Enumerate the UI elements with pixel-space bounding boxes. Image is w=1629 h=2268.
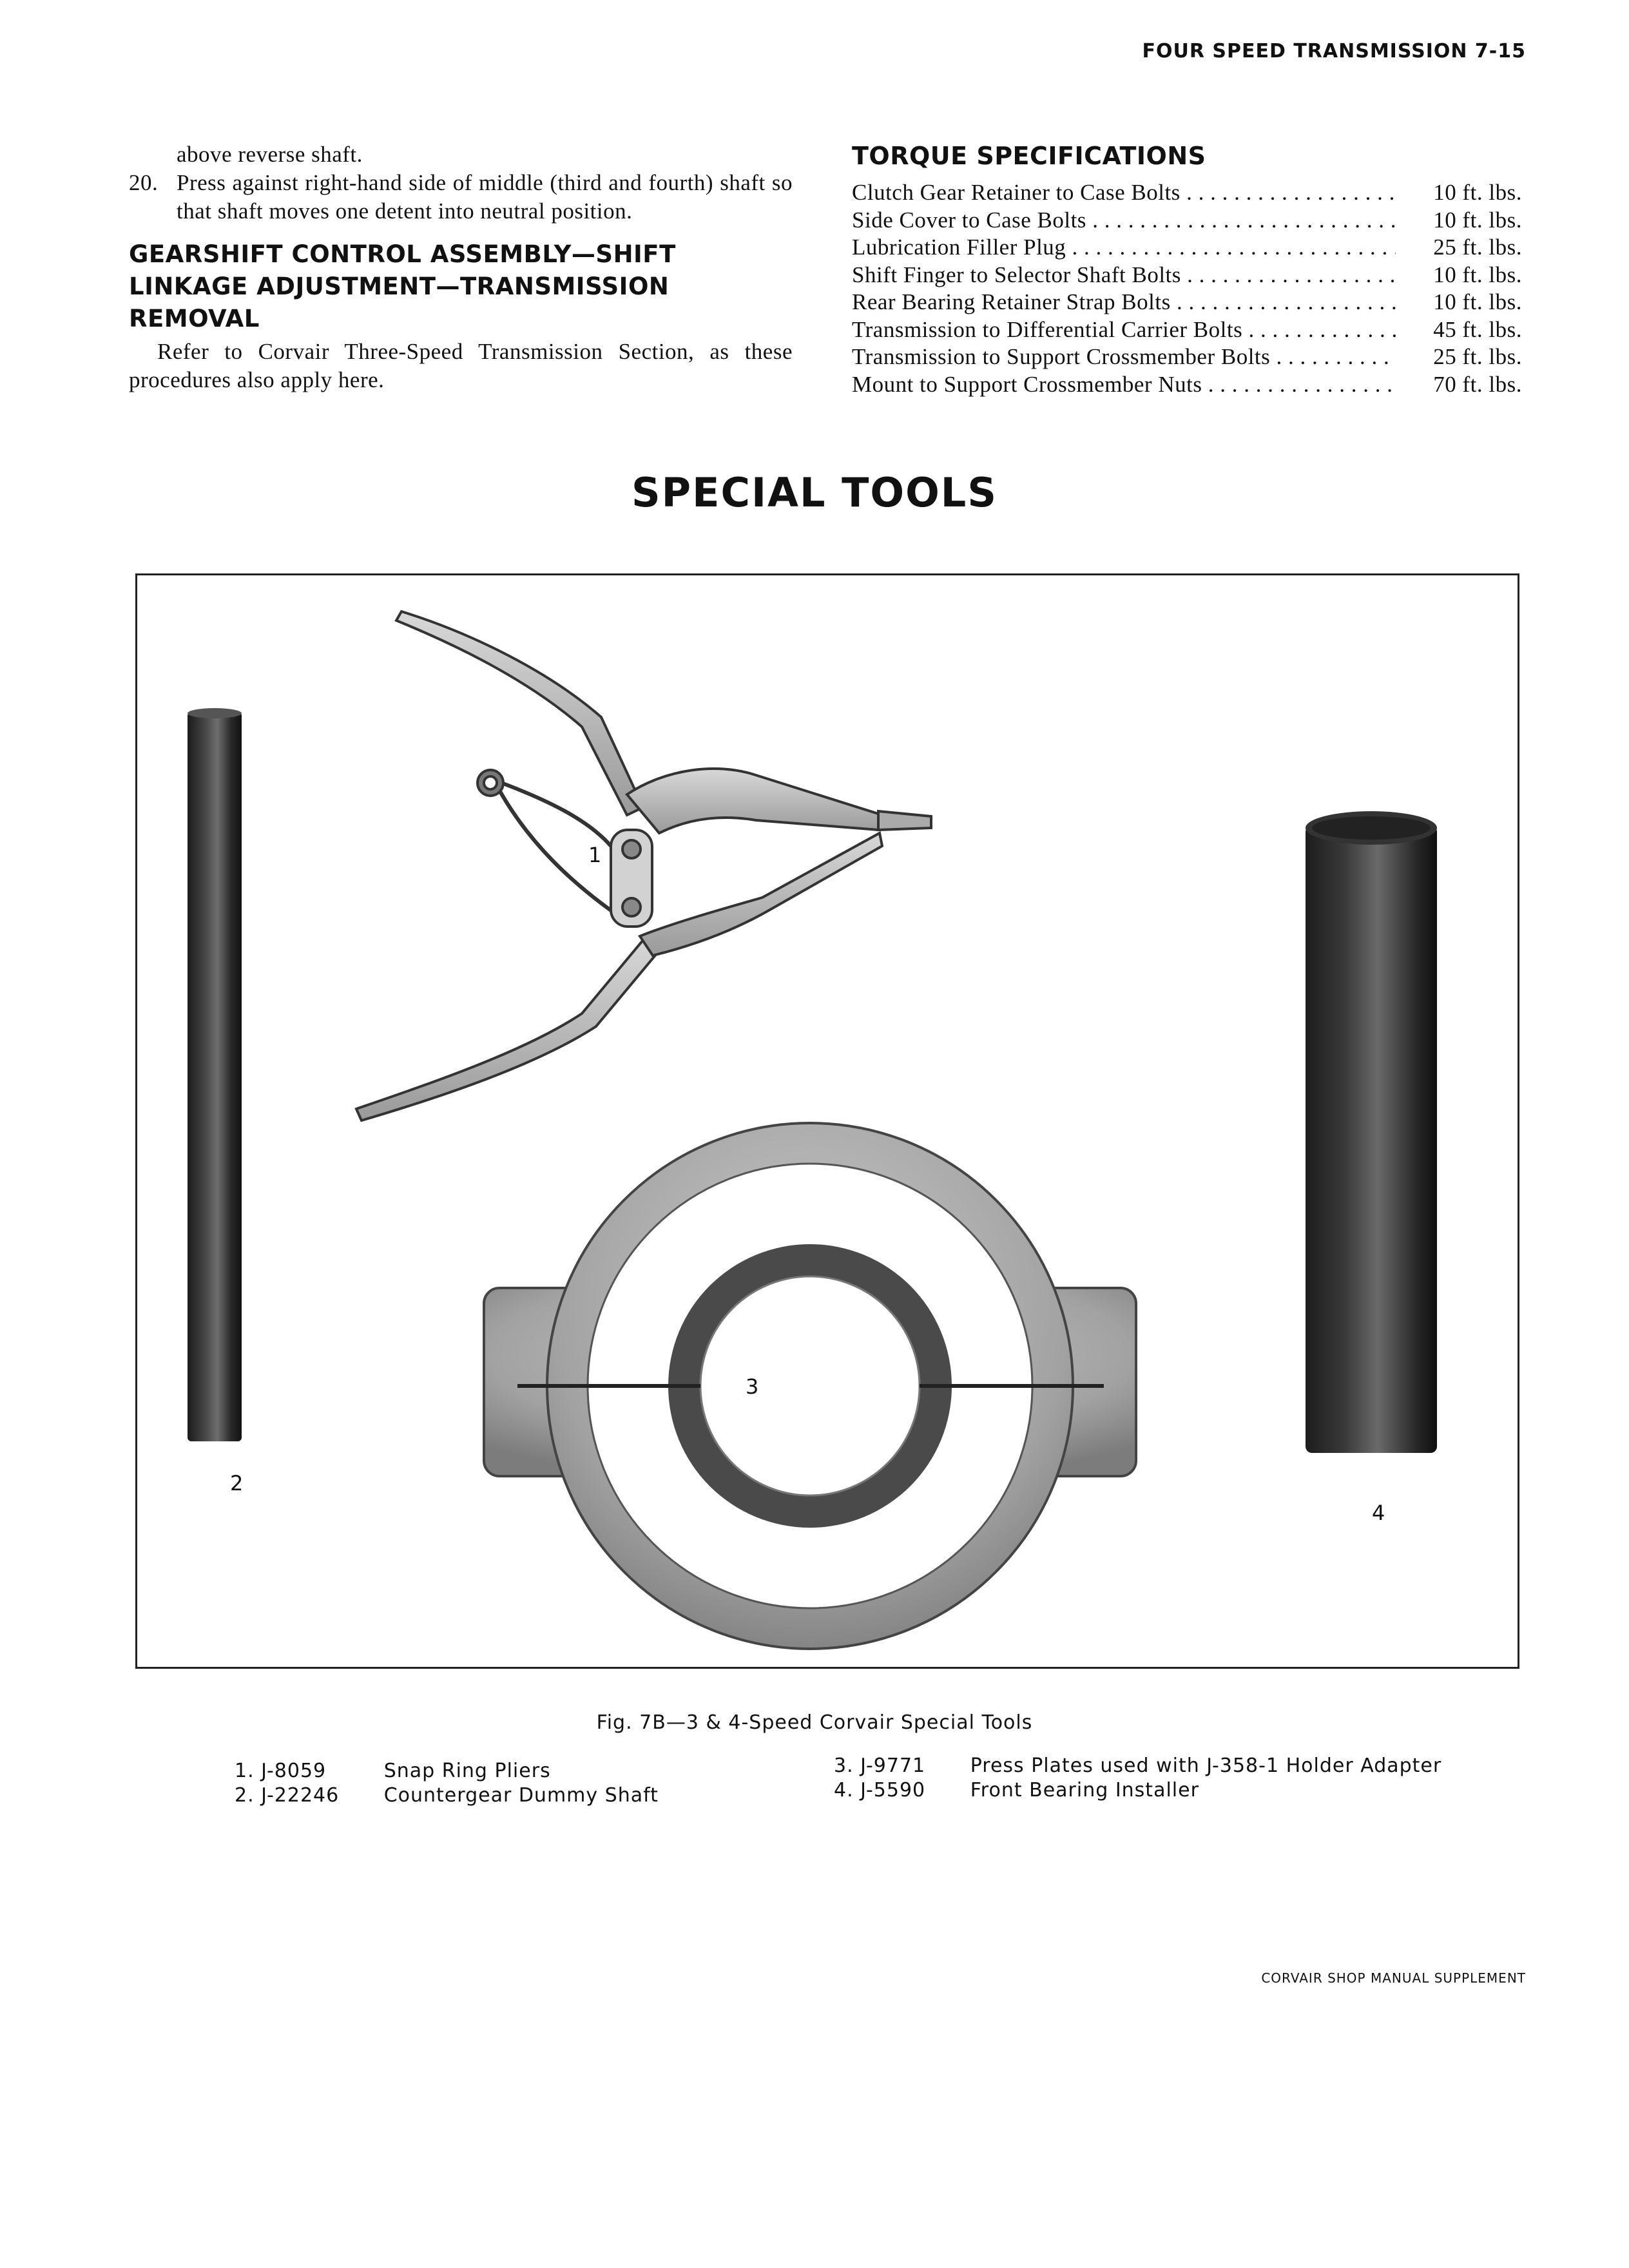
legend-left (235, 1759, 659, 1808)
legend-part-number: J-22246 (261, 1784, 340, 1807)
torque-item: Shift Finger to Selector Shaft Bolts . . . (852, 262, 1396, 289)
left-column (129, 140, 793, 394)
continued-text: above reverse shaft. (177, 142, 363, 167)
legend-item (834, 1754, 1441, 1778)
legend-number: 3. (834, 1754, 854, 1777)
legend-number: 2. (235, 1784, 255, 1807)
torque-row (852, 207, 1522, 235)
figure-label: 3 (746, 1374, 759, 1399)
section-heading-gearshift (129, 238, 793, 335)
torque-value: 45 ft. lbs. (1433, 316, 1522, 342)
step-number: 20. (129, 170, 159, 195)
special-tools-figure (135, 573, 1519, 1669)
torque-row (852, 371, 1522, 399)
torque-value: 70 ft. lbs. (1433, 371, 1522, 397)
legend-description: Countergear Dummy Shaft (383, 1784, 659, 1807)
legend-right (834, 1754, 1441, 1803)
footer: CORVAIR SHOP MANUAL SUPPLEMENT (1261, 1970, 1526, 1986)
torque-value: 25 ft. lbs. (1433, 235, 1522, 260)
step-20 (129, 169, 793, 226)
special-tools-title: SPECIAL TOOLS (631, 469, 998, 516)
torque-value: 10 ft. lbs. (1433, 262, 1522, 287)
step-text: Press against right-hand side of middle (third and fourth) shaft so that shaft moves one detent into neutral position. (177, 170, 793, 224)
torque-item: Transmission to Support Crossmember Bolts . . . (852, 343, 1396, 371)
torque-row (852, 343, 1522, 371)
figure-label: 4 (1372, 1501, 1385, 1525)
torque-item: Mount to Support Crossmember Nuts . . . (852, 371, 1396, 399)
torque-specifications (852, 139, 1522, 398)
front-bearing-installer-tool (1306, 811, 1437, 1453)
legend-item (235, 1759, 659, 1783)
running-header: FOUR SPEED TRANSMISSION 7-15 (1142, 40, 1526, 62)
torque-value: 10 ft. lbs. (1433, 207, 1522, 233)
torque-row (852, 316, 1522, 344)
torque-value: 10 ft. lbs. (1433, 289, 1522, 314)
torque-item: Side Cover to Case Bolts . . . (852, 207, 1396, 235)
figure-caption: Fig. 7B—3 & 4-Speed Corvair Special Tools (596, 1711, 1033, 1734)
heading-line: LINKAGE ADJUSTMENT—TRANSMISSION (129, 273, 670, 300)
legend-description: Press Plates used with J-358-1 Holder Adapter (970, 1754, 1442, 1777)
snap-ring-pliers-tool (356, 611, 931, 1120)
legend-description: Snap Ring Pliers (383, 1760, 551, 1782)
torque-item: Rear Bearing Retainer Strap Bolts . . . (852, 289, 1396, 316)
torque-row (852, 234, 1522, 262)
torque-item: Transmission to Differential Carrier Bolts . . . (852, 316, 1396, 344)
legend-item (235, 1783, 659, 1808)
section-body: Refer to Corvair Three-Speed Transmission Section, as these procedures also apply here. (129, 339, 793, 392)
legend-part-number: J-8059 (261, 1760, 327, 1782)
figure-label: 1 (588, 843, 602, 867)
heading-line: GEARSHIFT CONTROL ASSEMBLY—SHIFT (129, 240, 676, 268)
torque-item: Lubrication Filler Plug . . . (852, 234, 1396, 262)
press-plates-tool (484, 1123, 1136, 1649)
heading-line: REMOVAL (129, 305, 260, 332)
figure-label: 2 (230, 1471, 244, 1495)
legend-item (834, 1778, 1441, 1803)
legend-number: 4. (834, 1779, 854, 1802)
legend-part-number: J-9771 (860, 1754, 926, 1777)
torque-row (852, 289, 1522, 316)
torque-row (852, 179, 1522, 207)
legend-part-number: J-5590 (860, 1779, 926, 1802)
tools-illustration (137, 575, 1518, 1667)
legend-number: 1. (235, 1760, 255, 1782)
torque-value: 10 ft. lbs. (1433, 180, 1522, 205)
countergear-dummy-shaft-tool (188, 708, 242, 1441)
torque-heading: TORQUE SPECIFICATIONS (852, 142, 1206, 170)
torque-item: Clutch Gear Retainer to Case Bolts . . . (852, 179, 1396, 207)
torque-value: 25 ft. lbs. (1433, 344, 1522, 369)
legend-description: Front Bearing Installer (970, 1779, 1199, 1802)
torque-row (852, 262, 1522, 289)
